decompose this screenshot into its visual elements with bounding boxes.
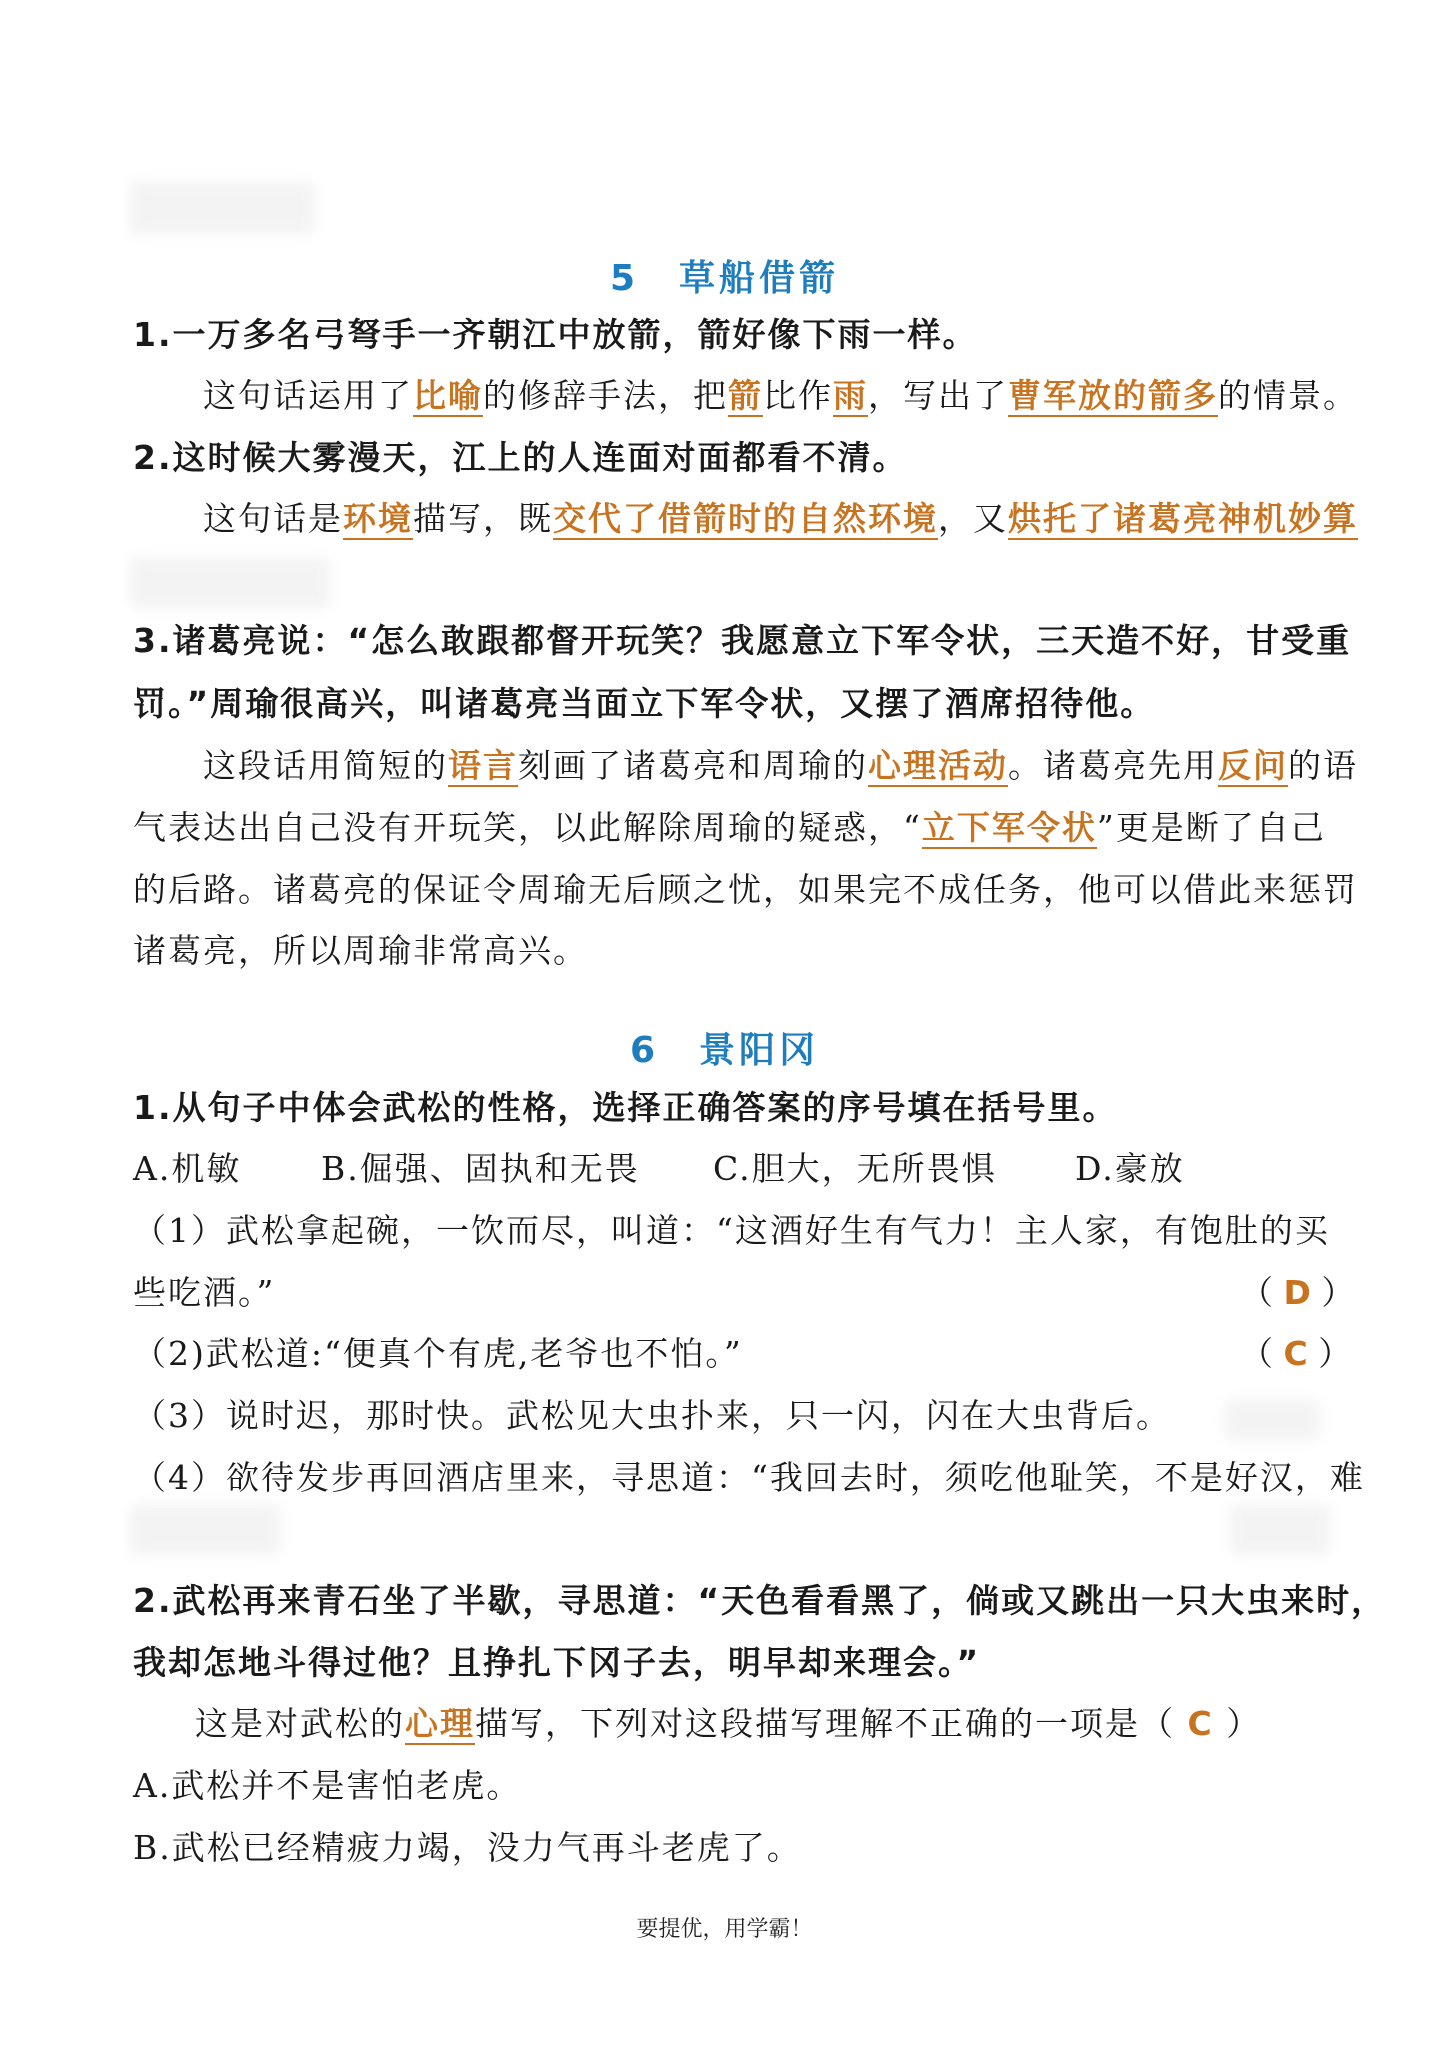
answer-blank: 心理活动 — [868, 746, 1008, 785]
s5-q3-question-line1: 3.诸葛亮说：“怎么敢跟都督开玩笑？我愿意立下军令状，三天造不好，甘受重 — [133, 621, 1352, 660]
text: 的修辞手法，把 — [483, 376, 728, 415]
text: 的语 — [1288, 746, 1358, 785]
s6-q1-item1-line2: 些吃酒。” — [133, 1273, 276, 1312]
s5-q3-answer-line1 — [203, 745, 1358, 787]
option-c: C.胆大，无所畏惧 — [713, 1149, 997, 1188]
s6-q1-question: 1.从句子中体会武松的性格，选择正确答案的序号填在括号里。 — [133, 1088, 1118, 1127]
text: 这句话是 — [203, 499, 343, 538]
s6-q1-item2: （2)武松道:“便真个有虎,老爷也不怕。” — [133, 1334, 743, 1373]
text: ，写出了 — [868, 376, 1008, 415]
s6-q1-item1-answer: （ D ） — [1240, 1273, 1355, 1312]
option-d: D.豪放 — [1075, 1149, 1185, 1188]
answer-blank: 交代了借箭时的自然环境 — [553, 499, 938, 538]
s6-q2-option-a: A.武松并不是害怕老虎。 — [133, 1766, 522, 1805]
s5-q3-answer-line4: 诸葛亮，所以周瑜非常高兴。 — [133, 931, 588, 970]
text: 的情景。 — [1218, 376, 1358, 415]
text: ） — [1213, 1704, 1262, 1743]
answer-letter: C — [1187, 1704, 1214, 1743]
s5-q3-answer-line3: 的后路。诸葛亮的保证令周瑜无后顾之忧，如果完不成任务，他可以借此来惩罚 — [133, 870, 1358, 909]
section-5-title: 5 草船借箭 — [609, 258, 840, 299]
answer-blank: 立下军令状 — [921, 808, 1097, 847]
section-6-title: 6 景阳冈 — [629, 1030, 820, 1071]
s6-q2-question-line1: 2.武松再来青石坐了半歇，寻思道：“天色看看黑了，倘或又跳出一只大虫来时， — [133, 1581, 1387, 1620]
blurred-patch-top — [130, 182, 315, 234]
answer-blank: 曹军放的箭多 — [1008, 376, 1218, 415]
text: ”更是断了自己 — [1096, 808, 1326, 847]
s5-q3-question-line2: 罚。”周瑜很高兴，叫诸葛亮当面立下军令状，又摆了酒席招待他。 — [133, 684, 1156, 723]
blurred-patch-low-left — [130, 1505, 280, 1555]
text: 描写，下列对这段描写理解不正确的一项是（ — [475, 1704, 1188, 1743]
text: 刻画了诸葛亮和周瑜的 — [518, 746, 868, 785]
s5-q1-answer — [203, 375, 1358, 417]
s6-q1-item3: （3）说时迟，那时快。武松见大虫扑来，只一闪，闪在大虫背后。 — [133, 1396, 1171, 1435]
blurred-patch-low-right-2 — [1230, 1505, 1330, 1555]
text: 。诸葛亮先用 — [1008, 746, 1218, 785]
text: 这段话用简短的 — [203, 746, 448, 785]
s5-q3-answer-line2 — [133, 807, 1326, 849]
s6-q2-option-b: B.武松已经精疲力竭，没力气再斗老虎了。 — [133, 1828, 802, 1867]
s5-q1-question: 1.一万多名弓弩手一齐朝江中放箭，箭好像下雨一样。 — [133, 315, 978, 354]
text: ，又 — [938, 499, 1008, 538]
s6-q1-item2-answer: （ C ） — [1240, 1334, 1352, 1373]
answer-letter: D — [1283, 1273, 1311, 1312]
answer-letter: C — [1283, 1334, 1308, 1373]
answer-blank: 雨 — [833, 376, 868, 415]
text: 这句话运用了 — [203, 376, 413, 415]
s6-q1-item1-line1: （1）武松拿起碗，一饮而尽，叫道：“这酒好生有气力！主人家，有饱肚的买 — [133, 1211, 1330, 1250]
option-a: A.机敏 — [133, 1149, 242, 1188]
text: 这是对武松的 — [195, 1704, 405, 1743]
text: 描写，既 — [413, 499, 553, 538]
blurred-patch-low-right — [1225, 1400, 1320, 1440]
option-b: B.倔强、固执和无畏 — [321, 1149, 640, 1188]
s5-q2-question: 2.这时候大雾漫天，江上的人连面对面都看不清。 — [133, 438, 908, 477]
footer-slogan: 要提优，用学霸！ — [636, 1917, 813, 1942]
answer-blank: 烘托了诸葛亮神机妙算 — [1008, 499, 1358, 538]
s6-q2-answer — [195, 1703, 1261, 1745]
answer-blank: 语言 — [448, 746, 518, 785]
text: 比作 — [763, 376, 833, 415]
text: 气表达出自己没有开玩笑，以此解除周瑜的疑惑，“ — [133, 808, 922, 847]
s6-q2-question-line2: 我却怎地斗得过他？且挣扎下冈子去，明早却来理会。” — [133, 1643, 981, 1682]
s5-q2-answer — [203, 498, 1358, 540]
answer-blank: 比喻 — [413, 376, 483, 415]
answer-blank: 箭 — [728, 376, 763, 415]
answer-blank: 环境 — [343, 499, 413, 538]
answer-blank: 心理 — [405, 1704, 475, 1743]
s6-q1-item4: （4）欲待发步再回酒店里来，寻思道：“我回去时，须吃他耻笑，不是好汉，难 — [133, 1458, 1365, 1497]
answer-blank: 反问 — [1218, 746, 1288, 785]
blurred-patch-mid — [130, 558, 330, 608]
